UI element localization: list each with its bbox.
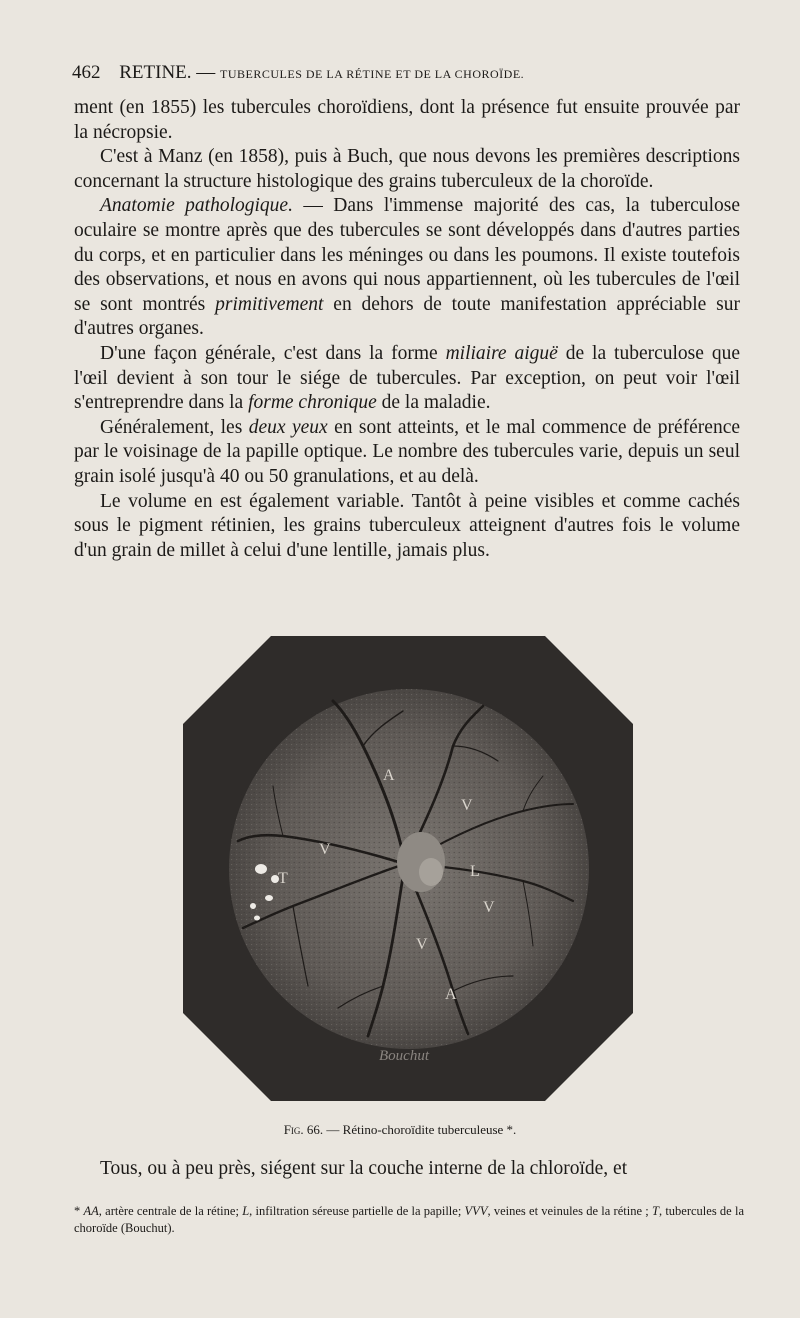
label-t: T (278, 870, 288, 887)
label-v-left: V (319, 841, 331, 858)
label-l: L (470, 863, 480, 880)
label-v-right: V (483, 899, 495, 916)
paragraph-3-text-b: en dehors de toute manifestation appréciable sur d'autres organes. (74, 293, 740, 340)
footnote-text-4: , tubercules de la choroïde (Bouchut). (74, 1204, 745, 1235)
figure-caption (0, 1122, 800, 1138)
fundus-figure (183, 636, 633, 1101)
paragraph-6: Le volume en est également variable. Tantôt à peine visibles et comme cachés sous le pigment rétinien, les grains tuberculeux atteignent d'autres fois le volume d'un grain de millet à celui d'une lentille, jamais plus. (74, 490, 740, 561)
footnote-text-1: , artère centrale de la rétine; (98, 1204, 243, 1218)
header-subtitle: TUBERCULES DE LA RÉTINE ET DE LA CHOROÏDE. (220, 67, 525, 81)
paragraph-5 (74, 416, 740, 490)
footnote-text-2: , infiltration séreuse partielle de la papille; (249, 1204, 465, 1218)
paragraph-3-text-a: — Dans l'immense majorité des cas, la tuberculose oculaire se montre après que des tubercules se sont développés dans d'autres parties du corps, et en particulier dans les méninges ou dans les poumons. Il existe toutefois des observations, et nous en avons qui nous appartiennent, où les tubercules de l'œil se sont montrés (74, 195, 740, 315)
paragraph-continuation: Tous, ou à peu près, siégent sur la couche interne de la chloroïde, et (100, 1158, 628, 1179)
paragraph-2: C'est à Manz (en 1858), puis à Buch, que nous devons les premières descriptions concernant la structure histologique des grains tuberculeux de la choroïde. (74, 146, 740, 192)
footnote (74, 1203, 744, 1237)
label-v-top-right: V (461, 797, 473, 814)
section-title: RETINE. (119, 62, 192, 83)
footnote-l: L (242, 1204, 250, 1218)
label-a-bottom: A (445, 986, 457, 1003)
footnote-marker: * (74, 1204, 84, 1218)
paragraph-4-emphasis-1: miliaire aiguë (445, 342, 558, 364)
footnote-text-3: , veines et veinules de la rétine ; (487, 1204, 652, 1218)
footnote-aa: AA (83, 1204, 99, 1218)
paragraph-5-text-b: en sont atteints, et le mal commence de préférence par le voisinage de la papille optique. Le nombre des tubercules varie, depuis un seul grain isolé jusqu'à 40 ou 50 granulations, et au delà. (74, 416, 741, 487)
footnote-vvv: VVV (464, 1204, 488, 1218)
paragraph-1: ment (en 1855) les tubercules choroïdiens, dont la présence fut ensuite prouvée par la nécropsie. (74, 97, 740, 143)
paragraph-4-text-a: D'une façon générale, c'est dans la forme (100, 342, 446, 364)
paragraph-4 (74, 342, 740, 416)
label-v-bottom: V (416, 936, 428, 953)
label-a-top: A (383, 767, 395, 784)
paragraph-5-emphasis: deux yeux (248, 416, 328, 438)
papilla-infiltration (419, 858, 443, 886)
paragraph-4-emphasis-2: forme chronique (248, 392, 377, 414)
footnote-t: T (651, 1204, 659, 1218)
paragraph-3 (74, 194, 740, 342)
running-header (72, 62, 742, 84)
caption-dash: — (323, 1122, 343, 1137)
artist-signature: Bouchut (379, 1048, 429, 1064)
header-dash: — (191, 62, 221, 83)
fundus-illustration (183, 636, 633, 1101)
section-heading: Anatomie pathologique. (100, 195, 293, 217)
paragraph-5-text-a: Généralement, les (100, 416, 249, 438)
figure-label: Fig. 66. (283, 1122, 324, 1137)
paragraph-4-text-c: de la maladie. (376, 392, 491, 414)
caption-text: Rétino-choroïdite tuberculeuse *. (342, 1122, 517, 1137)
paragraph-3-emphasis: primitivement (215, 293, 324, 315)
page-number: 462 (72, 62, 101, 83)
paragraph-4-text-b: de la tuberculose que l'œil devient à son tour le siége de tubercules. Par exception, on peut voir l'œil s'entreprendre dans la (74, 342, 740, 414)
main-text (74, 96, 740, 563)
